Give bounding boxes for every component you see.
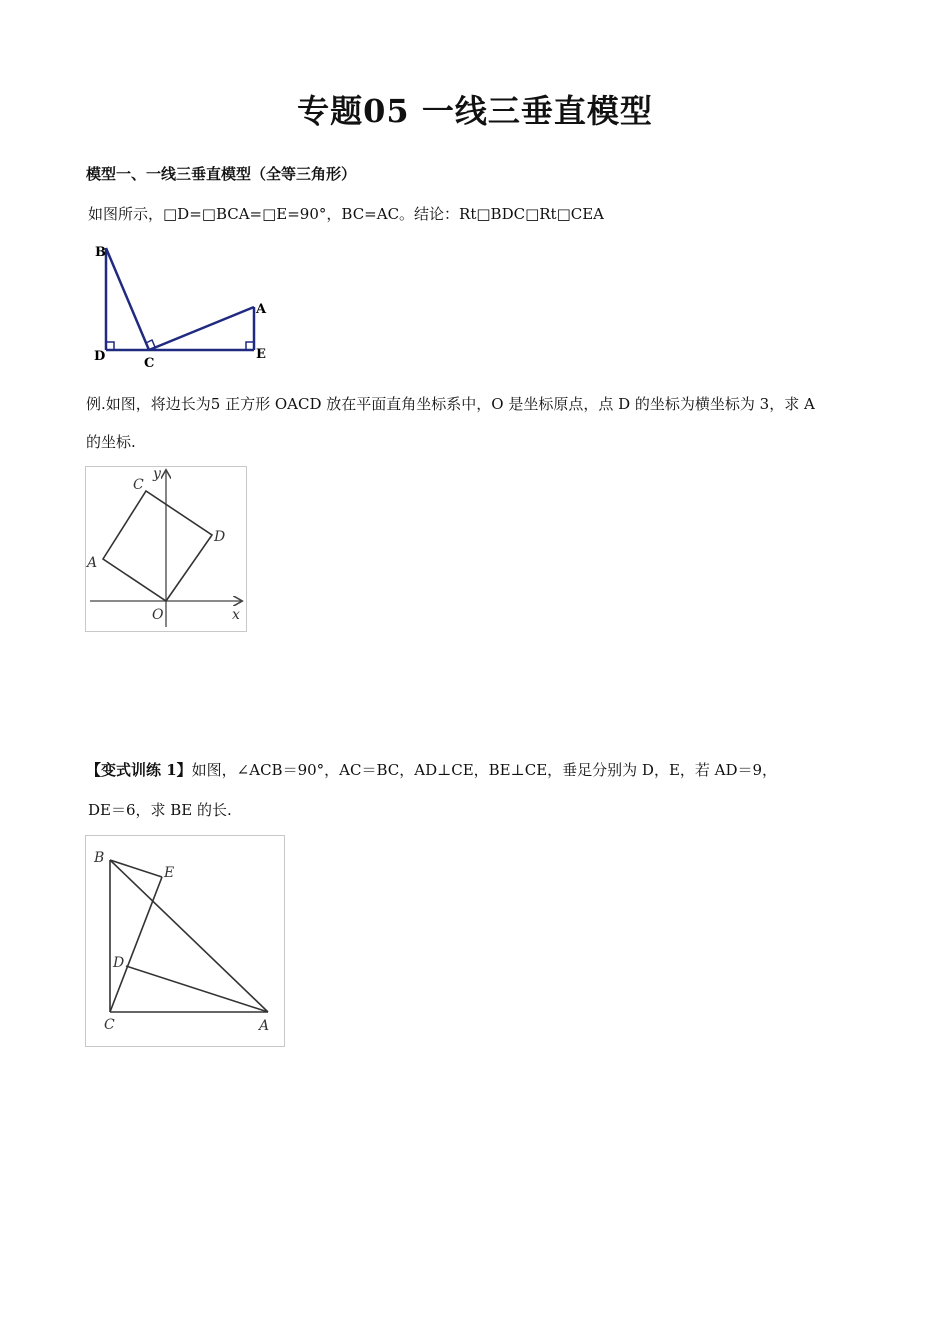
label-D: D <box>94 349 106 364</box>
label-D: D <box>214 529 226 545</box>
variant-figure-frame <box>85 835 285 1047</box>
variant-text-line2: DE＝6，求 BE 的长. <box>88 801 232 819</box>
label-y: y <box>153 467 161 482</box>
label-B: B <box>94 850 105 866</box>
label-A: A <box>259 1018 270 1034</box>
variant-text-line1 <box>86 760 777 780</box>
square-OACD <box>103 491 212 601</box>
page-title: 专题05 一线三垂直模型 <box>297 92 653 130</box>
coordinate-axes <box>90 471 241 627</box>
variant-line1-rest: 如图，∠ACB＝90°，AC＝BC，AD⊥CE，BE⊥CE，垂足分别为 D，E，若 AD＝9， <box>191 761 778 779</box>
label-C: C <box>133 477 144 493</box>
model-figure <box>86 240 286 375</box>
example-figure <box>86 467 246 631</box>
model-figure-lines <box>106 248 254 350</box>
label-A: A <box>256 302 267 317</box>
example-figure-frame <box>85 466 247 632</box>
label-O: O <box>152 607 164 623</box>
variant-prefix: 【变式训练 1】 <box>86 761 192 779</box>
label-A: A <box>87 555 98 571</box>
variant-figure-lines <box>110 860 268 1012</box>
label-C: C <box>104 1017 115 1033</box>
label-x: x <box>232 607 240 623</box>
section-heading: 模型一、一线三垂直模型（全等三角形） <box>86 165 357 183</box>
label-E: E <box>164 865 175 881</box>
example-text-line2: 的坐标. <box>86 433 136 451</box>
label-C: C <box>144 356 155 371</box>
label-B: B <box>95 245 106 260</box>
right-angle-marks <box>106 340 254 350</box>
label-E: E <box>256 347 266 362</box>
model-statement: 如图所示，□D=□BCA=□E=90°，BC=AC。结论：Rt□BDC□Rt□CEA <box>88 205 604 223</box>
variant-figure <box>86 836 284 1046</box>
label-D: D <box>113 955 125 971</box>
example-text-line1: 例.如图，将边长为5 正方形 OACD 放在平面直角坐标系中，O 是坐标原点，点 D 的坐标为横坐标为 3，求 A <box>86 395 815 413</box>
